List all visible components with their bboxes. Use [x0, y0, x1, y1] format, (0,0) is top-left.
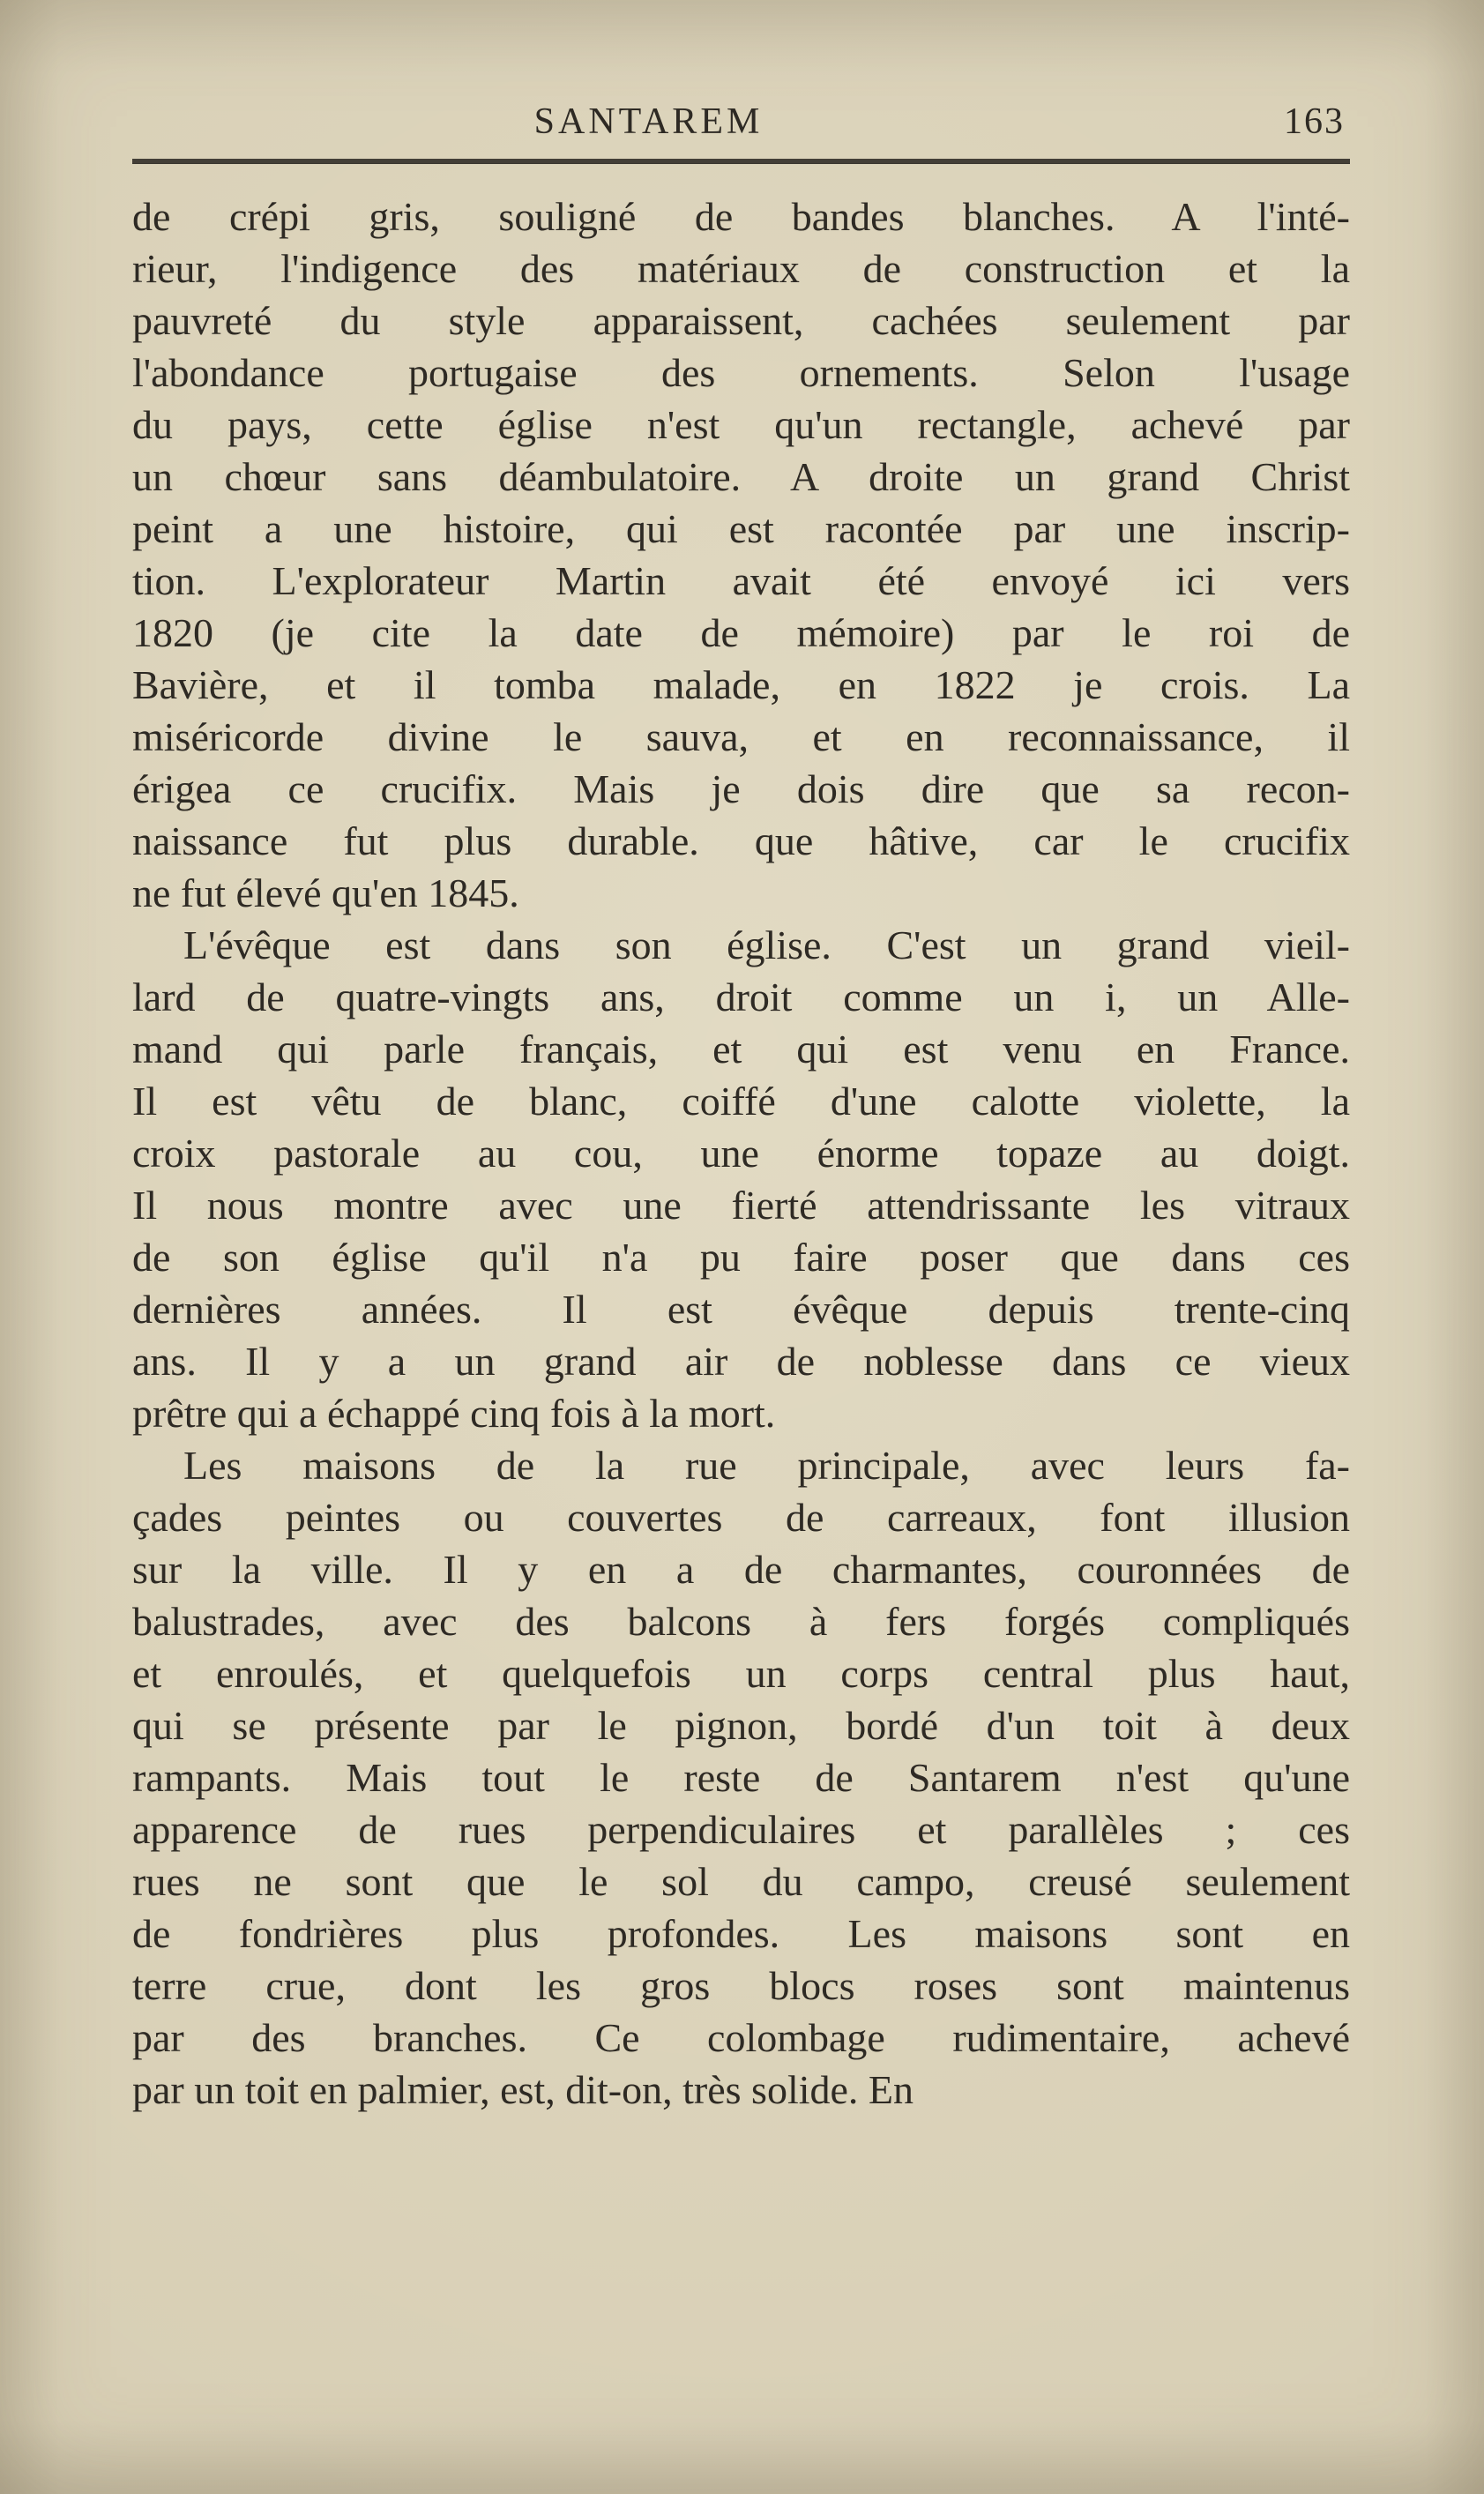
text-line: érigea ce crucifix. Mais je dois dire que sa recon-	[132, 766, 1350, 811]
text-line: terre crue, dont les gros blocs roses sont maintenus	[132, 1963, 1350, 2008]
text-line: de son église qu'il n'a pu faire poser que dans ces	[132, 1235, 1350, 1280]
text-line: rues ne sont que le sol du campo, creusé seulement	[132, 1859, 1350, 1904]
page-body	[132, 190, 1350, 2116]
text-line: de fondrières plus profondes. Les maisons sont en	[132, 1911, 1350, 1956]
text-line: ne fut élevé qu'en 1845.	[132, 870, 519, 915]
text-line: par un toit en palmier, est, dit-on, très solide. En	[132, 2067, 914, 2112]
text-line: sur la ville. Il y en a de charmantes, couronnées de	[132, 1547, 1350, 1592]
text-line: Les maisons de la rue principale, avec leurs fa-	[183, 1443, 1350, 1488]
text-line: de crépi gris, souligné de bandes blanches. A l'inté-	[132, 194, 1350, 239]
text-line: tion. L'explorateur Martin avait été envoyé ici vers	[132, 558, 1350, 603]
text-line: peint a une histoire, qui est racontée par une inscrip-	[132, 506, 1350, 551]
text-line: mand qui parle français, et qui est venu en France.	[132, 1027, 1350, 1072]
text-line: pauvreté du style apparaissent, cachées seulement par	[132, 298, 1350, 343]
text-line: Il est vêtu de blanc, coiffé d'une calotte violette, la	[132, 1079, 1350, 1124]
text-line: lard de quatre-vingts ans, droit comme un i, un Alle-	[132, 974, 1350, 1019]
text-line: rieur, l'indigence des matériaux de construction et la	[132, 246, 1350, 291]
text-line: miséricorde divine le sauva, et en reconnaissance, il	[132, 714, 1350, 759]
page-number: 163	[1284, 101, 1345, 142]
header-rule	[132, 159, 1350, 164]
page-header	[132, 99, 1350, 145]
text-line: çades peintes ou couvertes de carreaux, font illusion	[132, 1495, 1350, 1540]
text-line: ans. Il y a un grand air de noblesse dans ce vieux	[132, 1339, 1350, 1384]
running-head-title: SANTAREM	[533, 101, 764, 142]
text-line: balustrades, avec des balcons à fers forgés compliqués	[132, 1599, 1350, 1644]
text-line: prêtre qui a échappé cinq fois à la mort.	[132, 1391, 776, 1436]
text-line: par des branches. Ce colombage rudimentaire, achevé	[132, 2015, 1350, 2060]
text-line: croix pastorale au cou, une énorme topaze au doigt.	[132, 1131, 1350, 1176]
text-line: dernières années. Il est évêque depuis trente-cinq	[132, 1287, 1350, 1332]
text-line: apparence de rues perpendiculaires et parallèles ; ces	[132, 1807, 1350, 1852]
paragraph	[132, 1439, 1350, 2116]
text-line: 1820 (je cite la date de mémoire) par le roi de	[132, 610, 1350, 655]
text-line: un chœur sans déambulatoire. A droite un grand Christ	[132, 454, 1350, 499]
text-line: rampants. Mais tout le reste de Santarem n'est qu'une	[132, 1755, 1350, 1800]
text-line: naissance fut plus durable. que hâtive, car le crucifix	[132, 818, 1350, 863]
text-line: et enroulés, et quelquefois un corps central plus haut,	[132, 1651, 1350, 1696]
text-line: Il nous montre avec une fierté attendrissante les vitraux	[132, 1183, 1350, 1228]
text-line: du pays, cette église n'est qu'un rectangle, achevé par	[132, 402, 1350, 447]
paragraph	[132, 190, 1350, 919]
text-line: l'abondance portugaise des ornements. Selon l'usage	[132, 350, 1350, 395]
paragraph	[132, 919, 1350, 1439]
text-line: L'évêque est dans son église. C'est un grand vieil-	[183, 922, 1350, 967]
text-line: qui se présente par le pignon, bordé d'un toit à deux	[132, 1703, 1350, 1748]
text-line: Bavière, et il tomba malade, en 1822 je crois. La	[132, 662, 1350, 707]
